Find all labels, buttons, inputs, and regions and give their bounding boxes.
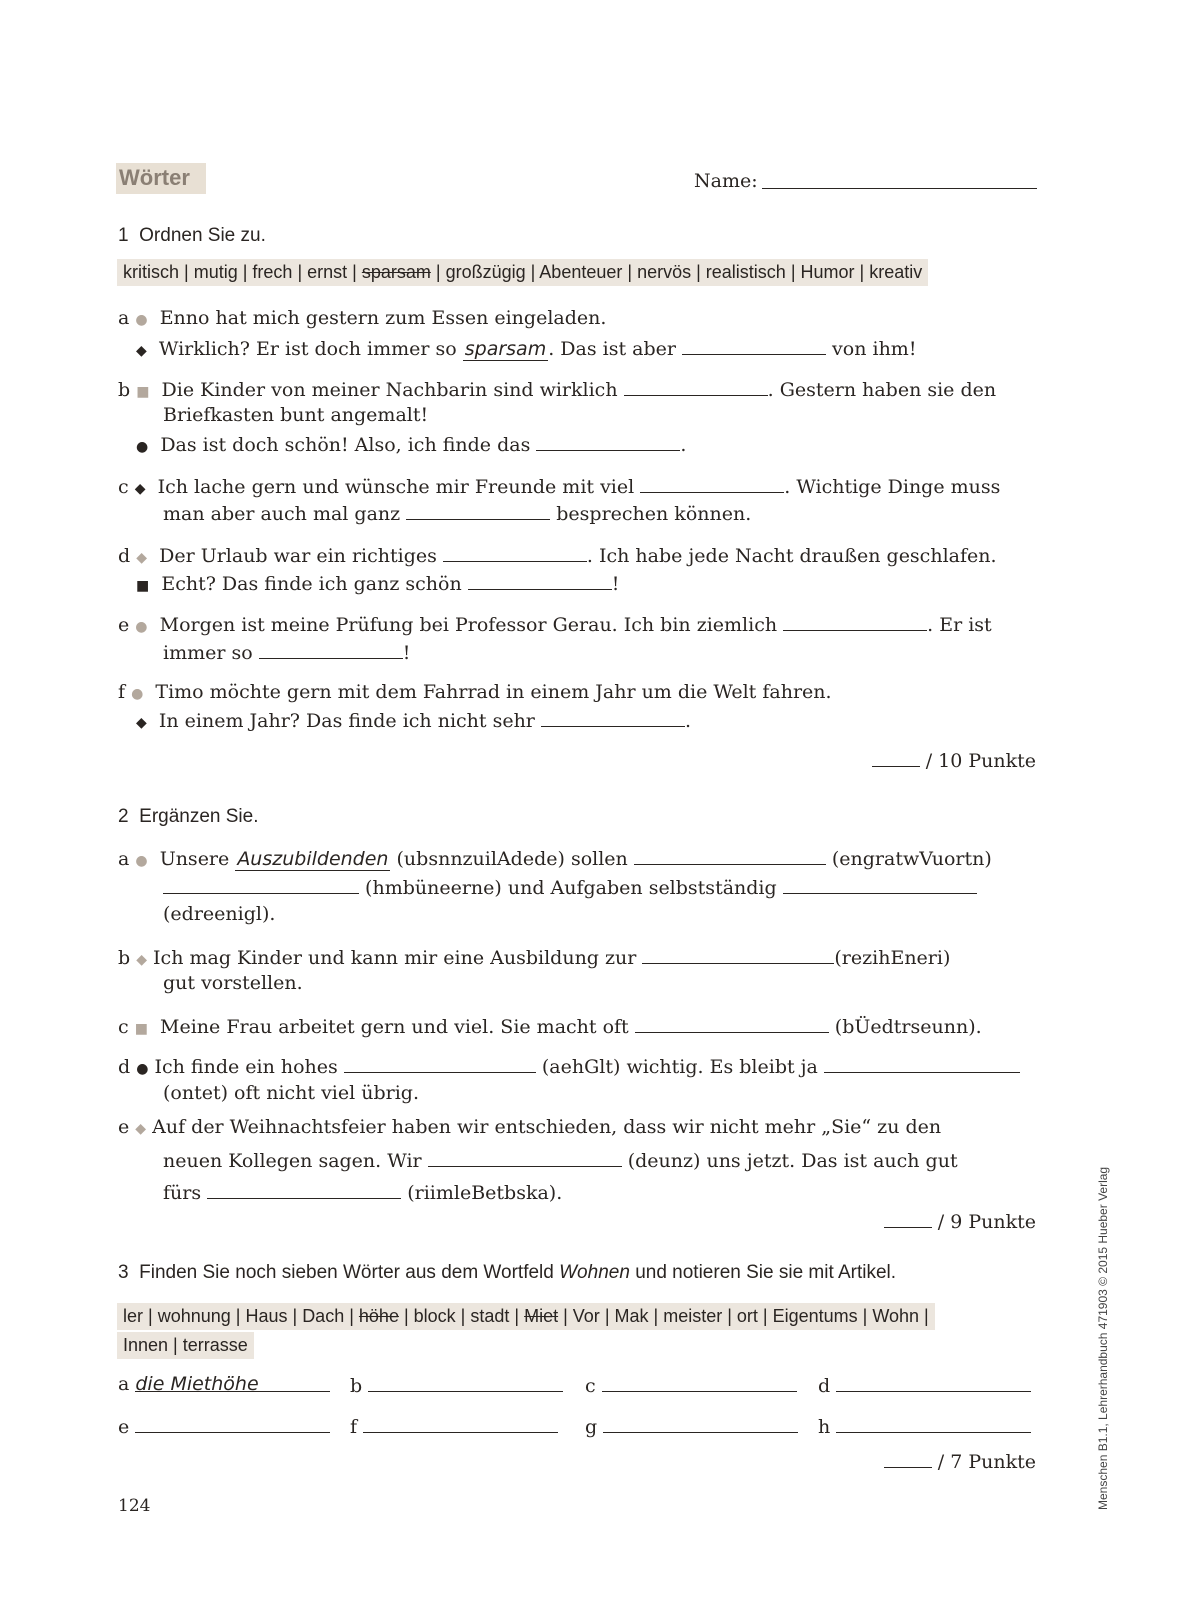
task2-e-line3: fürs (riimleBetbska).: [163, 1182, 563, 1204]
page-title: Wörter: [119, 165, 190, 190]
word-separator: |: [757, 1306, 773, 1326]
word-option: Mak: [614, 1306, 649, 1326]
blank-input[interactable]: [406, 501, 550, 520]
task1-f-line2: ◆ In einem Jahr? Das finde ich nicht sehr .: [136, 710, 691, 732]
answer-letter: c: [585, 1375, 602, 1397]
task3-word-box-line2: [117, 1332, 254, 1359]
word-option: frech: [252, 262, 293, 282]
task2-d-line2: (ontet) oft nicht viel übrig.: [163, 1082, 419, 1104]
blank-input[interactable]: [783, 612, 927, 631]
word-option: Abenteuer: [539, 262, 623, 282]
task1-c-line1: c ◆ Ich lache gern und wünsche mir Freunde mit viel . Wichtige Dinge muss: [118, 476, 1001, 498]
blank-input[interactable]: [824, 1054, 1020, 1073]
blank-input[interactable]: [682, 336, 826, 355]
task2-b-line1: b ◆ Ich mag Kinder und kann mir eine Ausbildung zur (rezihEneri): [118, 947, 951, 969]
answer-input[interactable]: [135, 1373, 330, 1395]
task2-b-line2: gut vorstellen.: [163, 972, 303, 994]
word-separator: |: [292, 262, 308, 282]
word-separator: |: [785, 262, 801, 282]
word-option: Humor: [800, 262, 855, 282]
task1-word-box: [117, 259, 928, 286]
task2-e-line2: neuen Kollegen sagen. Wir (deunz) uns jetzt. Das ist auch gut: [163, 1150, 958, 1172]
word-separator: |: [287, 1306, 303, 1326]
word-option: wohnung: [157, 1306, 231, 1326]
word-separator: |: [558, 1306, 573, 1326]
blank-input[interactable]: [634, 846, 826, 865]
answer-input[interactable]: [135, 1414, 330, 1433]
word-option: block: [413, 1306, 456, 1326]
task1-b-line2: Briefkasten bunt angemalt!: [163, 404, 429, 426]
word-option: realistisch: [705, 262, 786, 282]
copyright-note: Menschen B1.1, Lehrerhandbuch 471903 © 2015 Hueber Verlag: [1096, 1166, 1110, 1510]
answer-item-e: [118, 1414, 330, 1438]
word-separator: |: [143, 1306, 158, 1326]
word-separator: |: [509, 1306, 525, 1326]
word-option: sparsam: [361, 262, 431, 282]
answer-item-h: [818, 1414, 1031, 1438]
answer-item-d: [818, 1373, 1031, 1397]
task1-a-line2: ◆ Wirklich? Er ist doch immer so sparsam . Das ist aber von ihm!: [136, 338, 917, 360]
blank-input[interactable]: [635, 1014, 829, 1033]
word-separator: |: [854, 262, 870, 282]
blank-input[interactable]: [428, 1148, 622, 1167]
word-separator: |: [179, 262, 194, 282]
answer-letter: a: [118, 1373, 136, 1395]
task2-a-line3: (edreenigl).: [163, 903, 276, 925]
word-option: nervös: [637, 262, 692, 282]
task2-points: / 9 Punkte: [884, 1211, 1036, 1233]
answer-item-c: [585, 1373, 797, 1397]
word-separator: |: [599, 1306, 615, 1326]
task1-a-line1: a ● Enno hat mich gestern zum Essen eingeladen.: [118, 307, 607, 329]
answer-item-g: [585, 1414, 798, 1438]
answer-letter: e: [118, 1416, 136, 1438]
word-option: großzügig: [445, 262, 526, 282]
word-option: Haus: [245, 1306, 288, 1326]
answer-handwritten: Auszubildenden: [237, 848, 389, 870]
task1-b-line3: ● Das ist doch schön! Also, ich finde das .: [136, 434, 687, 456]
word-separator: |: [398, 1306, 414, 1326]
task3-heading: 3 Finden Sie noch sieben Wörter aus dem Wortfeld Wohnen und notieren Sie sie mit Artikel.: [118, 1262, 897, 1283]
word-option: höhe: [358, 1306, 399, 1326]
task2-heading: 2 Ergänzen Sie.: [118, 806, 259, 827]
task3-points: / 7 Punkte: [884, 1451, 1036, 1473]
name-label: Name:: [694, 170, 758, 192]
answer-letter: b: [350, 1375, 369, 1397]
blank-input[interactable]: [640, 474, 784, 493]
word-separator: |: [347, 262, 362, 282]
answer-input[interactable]: [836, 1414, 1031, 1433]
word-option: Vor: [572, 1306, 600, 1326]
answer-handwritten: die Miethöhe: [135, 1373, 259, 1395]
task1-e-line1: e ● Morgen ist meine Prüfung bei Professor Gerau. Ich bin ziemlich . Er ist: [118, 614, 992, 636]
task1-c-line2: man aber auch mal ganz besprechen können.: [163, 503, 752, 525]
word-separator: |: [455, 1306, 471, 1326]
answer-input[interactable]: [603, 1414, 798, 1433]
task1-b-line1: b ■ Die Kinder von meiner Nachbarin sind wirklich . Gestern haben sie den: [118, 379, 997, 401]
word-option: ort: [736, 1306, 758, 1326]
task2-c-line1: c ■ Meine Frau arbeitet gern und viel. Sie macht oft (bÜedtrseunn).: [118, 1016, 982, 1038]
blank-input[interactable]: [259, 640, 403, 659]
word-separator: |: [237, 262, 253, 282]
blank-input[interactable]: [783, 875, 977, 894]
word-separator: |: [919, 1306, 929, 1326]
task2-a-line1: a ● Unsere Auszubildenden (ubsnnzuilAdede) sollen (engratwVuortn): [118, 848, 992, 870]
word-separator: |: [622, 262, 638, 282]
score-field[interactable]: [884, 1227, 932, 1228]
word-option: Eigentums: [772, 1306, 858, 1326]
answer-letter: d: [818, 1375, 837, 1397]
word-separator: |: [525, 262, 540, 282]
task1-d-line2: ■ Echt? Das finde ich ganz schön !: [136, 573, 620, 595]
word-separator: |: [168, 1335, 183, 1355]
task2-a-line2: (hmbüneerne) und Aufgaben selbstständig: [163, 875, 977, 899]
task1-d-line1: d ◆ Der Urlaub war ein richtiges . Ich habe jede Nacht draußen geschlafen.: [118, 545, 997, 567]
page-number: 124: [118, 1496, 151, 1516]
blank-input[interactable]: [536, 432, 680, 451]
answer-letter: g: [585, 1416, 604, 1438]
word-option: Dach: [302, 1306, 345, 1326]
word-separator: |: [722, 1306, 737, 1326]
blank-input[interactable]: [541, 708, 685, 727]
answer-handwritten: sparsam: [464, 338, 547, 360]
blank-input[interactable]: [344, 1054, 536, 1073]
word-option: mutig: [193, 262, 238, 282]
word-separator: |: [857, 1306, 873, 1326]
task2-e-line1: e ◆ Auf der Weihnachtsfeier haben wir entschieden, dass wir nicht mehr „Sie“ zu den: [118, 1116, 942, 1138]
blank-input[interactable]: [443, 543, 587, 562]
blank-input[interactable]: [624, 377, 768, 396]
task2-d-line1: d ● Ich finde ein hohes (aehGlt) wichtig. Es bleibt ja: [118, 1054, 1020, 1078]
blank-input[interactable]: [207, 1180, 401, 1199]
task1-e-line2: immer so !: [163, 642, 411, 664]
word-option: ernst: [307, 262, 348, 282]
score-field[interactable]: [872, 766, 920, 767]
word-option: Miet: [524, 1306, 559, 1326]
answer-input[interactable]: [368, 1373, 563, 1392]
word-separator: |: [344, 1306, 359, 1326]
word-option: ler: [123, 1306, 144, 1326]
name-field[interactable]: [762, 188, 1037, 189]
word-option: stadt: [470, 1306, 510, 1326]
answer-item-b: [350, 1373, 563, 1397]
answer-letter: h: [818, 1416, 837, 1438]
answer-item-f: [350, 1414, 558, 1438]
word-separator: |: [691, 262, 706, 282]
blank-input[interactable]: [163, 875, 359, 894]
answer-letter: f: [350, 1416, 364, 1438]
blank-input[interactable]: [468, 571, 612, 590]
task3-word-box-line1: [117, 1303, 935, 1330]
word-separator: |: [648, 1306, 664, 1326]
answer-input[interactable]: [363, 1414, 558, 1433]
word-separator: |: [230, 1306, 246, 1326]
score-field[interactable]: [884, 1467, 932, 1468]
word-separator: |: [430, 262, 446, 282]
answer-item-a: [118, 1373, 330, 1395]
task1-heading: 1 Ordnen Sie zu.: [118, 225, 266, 246]
word-option: Wohn: [872, 1306, 920, 1326]
answer-input[interactable]: [602, 1373, 797, 1392]
blank-input[interactable]: [642, 945, 834, 964]
word-option: Innen: [123, 1335, 169, 1355]
word-option: terrasse: [182, 1335, 248, 1355]
task1-f-line1: f ● Timo möchte gern mit dem Fahrrad in einem Jahr um die Welt fahren.: [118, 681, 832, 703]
task1-points: / 10 Punkte: [872, 750, 1036, 772]
answer-input[interactable]: [836, 1373, 1031, 1392]
word-option: kritisch: [123, 262, 180, 282]
word-option: kreativ: [869, 262, 923, 282]
word-option: meister: [663, 1306, 723, 1326]
